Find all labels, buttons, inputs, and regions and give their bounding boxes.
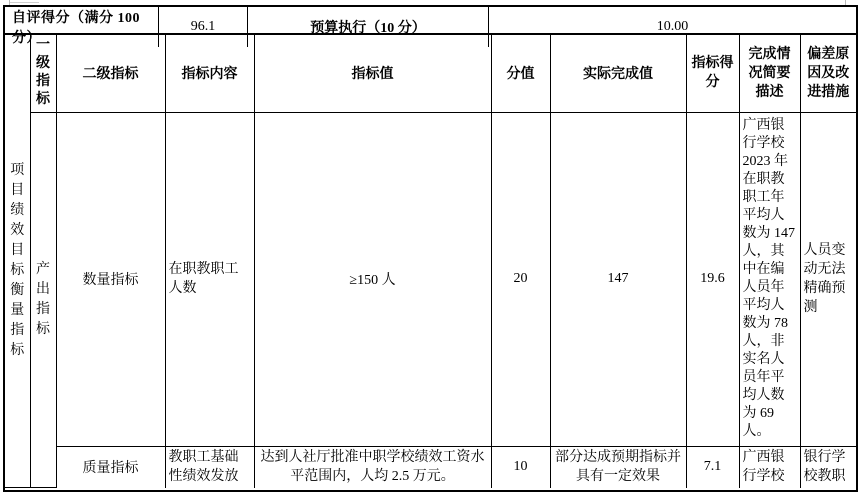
header-completion: 完成情况简要描述 [739,35,800,112]
budget-execution-value: 10.00 [656,19,689,34]
row2-completion-cell: 广西银行学校 [739,446,800,488]
row2-content-cell: 教职工基础性绩效发放 [165,446,254,488]
row2-actual-cell: 部分达成预期指标并具有一定效果 [550,446,686,488]
summary-row [5,7,856,46]
header-deviation: 偏差原因及改进措施 [800,35,856,112]
row2-target-cell: 达到人社厅批准中职学校绩效工资水平范围内，人均 2.5 万元。 [254,446,491,488]
level1-group-cell [30,112,56,488]
row1-completion-cell: 广西银行学校 2023 年在职教职工年平均人数为 147 人，其中在编人员年平均人数为 78 人，非实名人员年平均人数为 69 人。 [739,112,800,446]
row1-deviation-cell: 人员变动无法精确预测 [800,112,856,446]
row2-points-cell: 10 [491,446,550,488]
row2-score-cell: 7.1 [686,446,739,488]
table-row [5,112,856,446]
row1-content-cell: 在职教职工人数 [165,112,254,446]
row-group-label: 项目绩效目标衡量指标 [10,163,25,358]
row2-level2-cell: 质量指标 [56,446,165,488]
row1-points-cell: 20 [491,112,550,446]
row1-score-cell: 19.6 [686,112,739,446]
header-content: 指标内容 [165,35,254,112]
header-target: 指标值 [254,35,491,112]
table-row [5,446,856,488]
row1-level2-cell: 数量指标 [56,112,165,446]
level1-group-label: 产出指标 [36,261,50,337]
row2-deviation-cell: 银行学校教职 [803,450,846,484]
row-group-cell [5,35,30,488]
row1-actual-cell: 147 [550,112,686,446]
budget-execution-label: 预算执行（10 分） [248,7,489,47]
row1-target-cell: ≥150 人 [254,112,491,446]
self-score-label: 自评得分（满分 100 分） [5,7,159,47]
header-points: 分值 [491,35,550,112]
header-score: 指标得分 [686,35,739,112]
header-level1: 一级指标 [30,35,56,112]
indicator-table [5,35,856,488]
self-score-value: 96.1 [159,7,248,47]
header-actual: 实际完成值 [550,35,686,112]
clipped-gridline-artifact [10,2,39,3]
header-level2: 二级指标 [56,35,165,112]
evaluation-table [3,5,858,492]
